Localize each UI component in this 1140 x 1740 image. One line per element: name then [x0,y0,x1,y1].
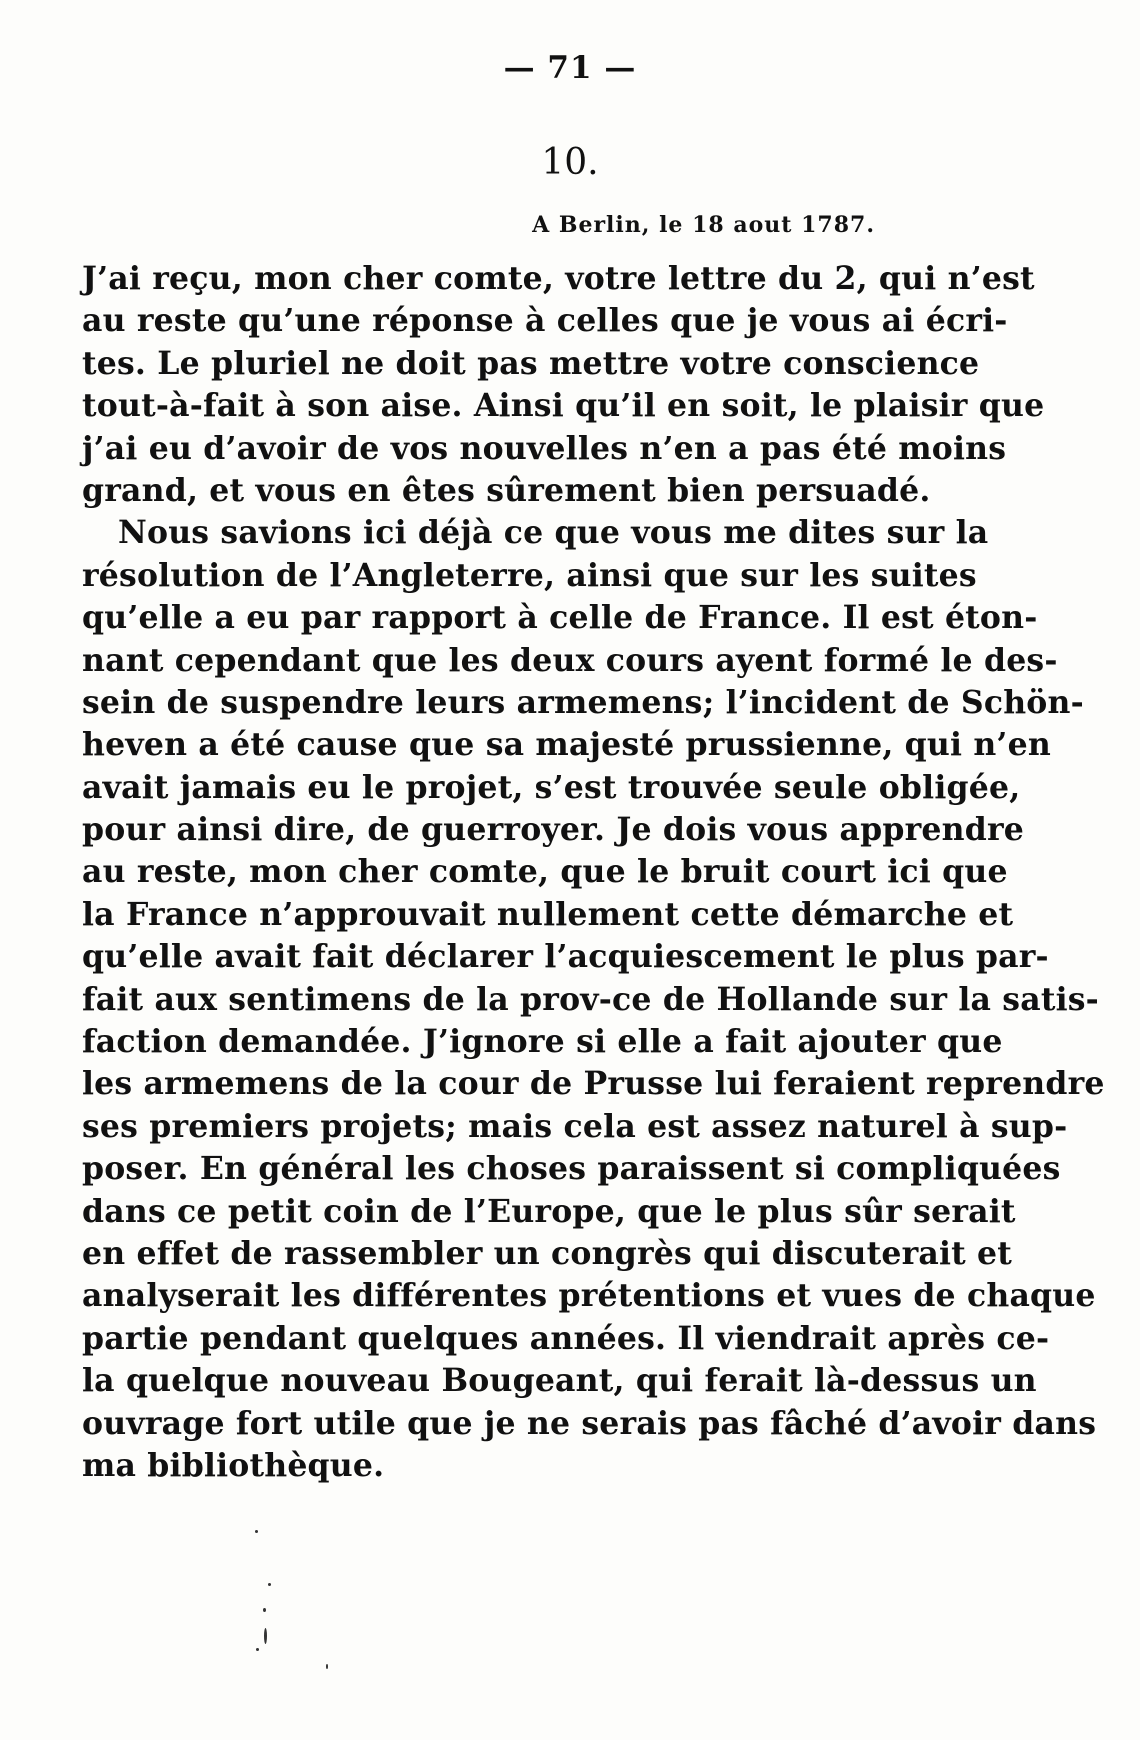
text-line: avait jamais eu le projet, s’est trouvée seule obligée, [82,768,1021,806]
text-line: ouvrage fort utile que je ne serais pas fâché d’avoir dans [82,1404,1097,1442]
text-line: qu’elle avait fait déclarer l’acquiescement le plus par- [82,938,1049,976]
text-line: la quelque nouveau Bougeant, qui ferait là-dessus un [82,1362,1037,1400]
scan-speck [255,1530,258,1533]
text-line: J’ai reçu, mon cher comte, votre lettre du 2, qui n’est [82,260,1035,297]
text-line: partie pendant quelques années. Il viendrait après ce- [82,1319,1050,1357]
text-line: la France n’approuvait nullement cette démarche et [82,895,1014,933]
text-line: tes. Le pluriel ne doit pas mettre votre conscience [82,344,980,382]
scan-speck [326,1664,328,1669]
text-line: sein de suspendre leurs armemens; l’incident de Schön- [82,683,1084,721]
text-line: heven a été cause que sa majesté prussienne, qui n’en [82,726,1051,764]
text-line: poser. En général les choses paraissent si compliquées [82,1150,1061,1188]
text-line: analyserait les différentes prétentions et vues de chaque [82,1277,1096,1315]
text-line: en effet de rassembler un congrès qui discuterait et [82,1234,1013,1272]
text-line: Nous savions ici déjà ce que vous me dites sur la [118,514,989,552]
text-line: tout-à-fait à son aise. Ainsi qu’il en soit, le plaisir que [82,387,1045,425]
text-line: les armemens de la cour de Prusse lui feraient reprendre [82,1065,1105,1103]
text-line: résolution de l’Angleterre, ainsi que sur les suites [82,556,977,594]
page-number: — 71 — [503,50,637,86]
text-line: nant cependant que les deux cours ayent formé le des- [82,641,1058,679]
text-line: grand, et vous en êtes sûrement bien persuadé. [82,471,931,509]
letter-body [82,258,1105,1487]
text-line: pour ainsi dire, de guerroyer. Je dois vous apprendre [82,811,1024,849]
text-line: dans ce petit coin de l’Europe, que le plus sûr serait [82,1192,1016,1230]
text-line: au reste, mon cher comte, que le bruit court ici que [82,853,1008,891]
scan-speck [264,1628,267,1644]
dateline: A Berlin, le 18 aout 1787. [532,212,875,238]
text-line: ses premiers projets; mais cela est assez naturel à sup- [82,1107,1068,1145]
text-line: au reste qu’une réponse à celles que je vous ai écri- [82,302,1008,340]
text-line: faction demandée. J’ignore si elle a fait ajouter que [82,1023,1003,1061]
text-line: j’ai eu d’avoir de vos nouvelles n’en a pas été moins [82,429,1007,467]
text-line: qu’elle a eu par rapport à celle de France. Il est éton- [82,599,1038,637]
text-line: ma bibliothèque. [82,1446,385,1484]
scan-speck [268,1583,271,1586]
scan-speck [263,1608,266,1612]
letter-number: 10. [541,142,599,183]
text-line: fait aux sentimens de la prov-ce de Hollande sur la satis- [82,980,1099,1018]
scan-speck [256,1648,259,1651]
